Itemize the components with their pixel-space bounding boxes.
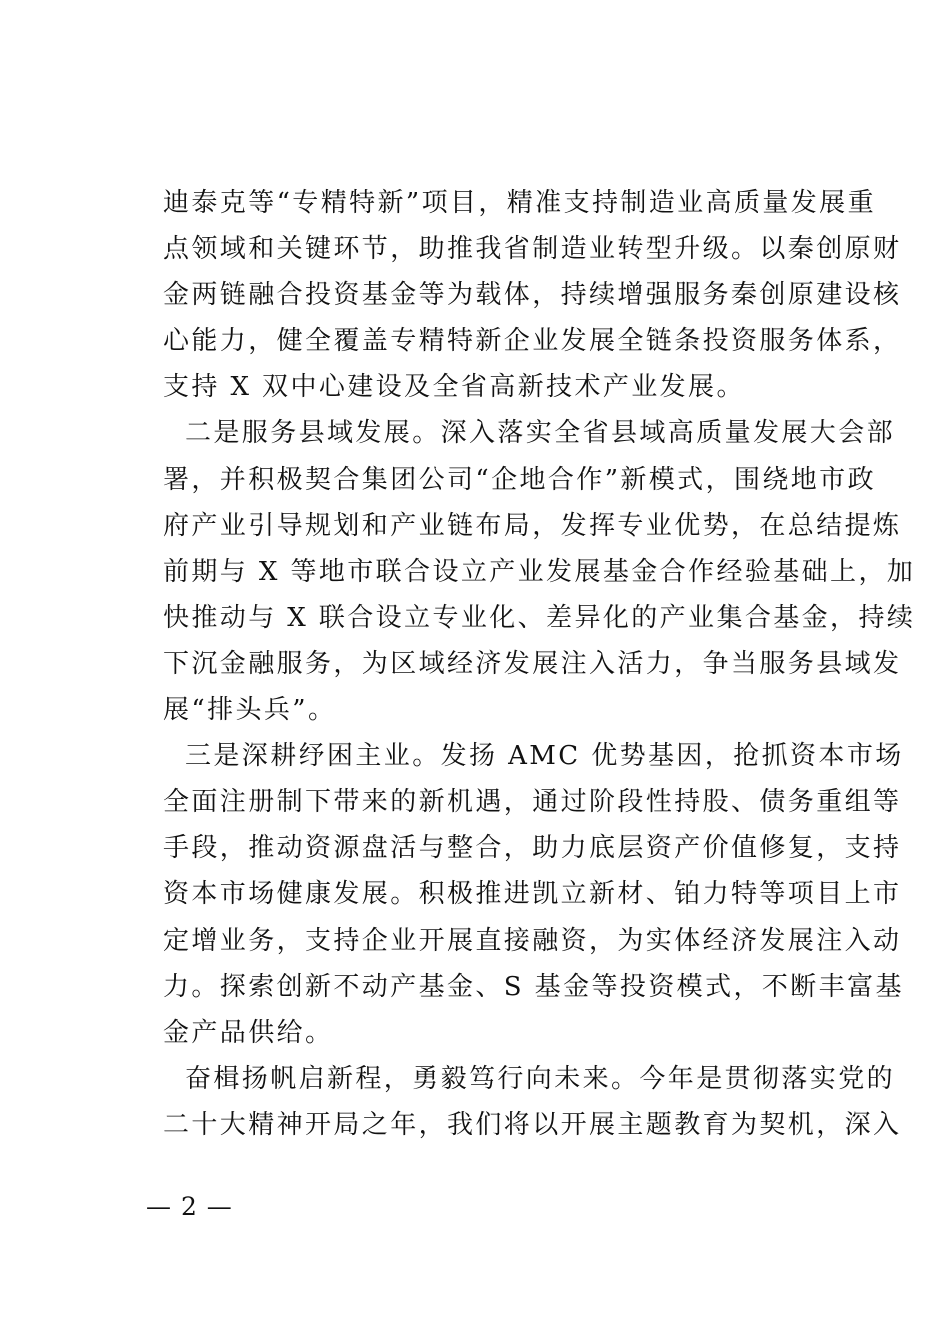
paragraph-first-line: 三是深耕纾困主业。发扬 AMC 优势基因，抢抓资本市场 xyxy=(185,741,904,772)
text-line: 力。探索创新不动产基金、S 基金等投资模式，不断丰富基 xyxy=(163,971,904,1002)
text-line: 前期与 X 等地市联合设立产业发展基金合作经验基础上，加 xyxy=(163,556,916,587)
text-line: 迪泰克等“专精特新”项目，精准支持制造业高质量发展重 xyxy=(163,188,876,218)
text-line: 二十大精神开局之年，我们将以开展主题教育为契机，深入 xyxy=(163,1109,902,1140)
body-text xyxy=(163,180,916,1148)
text-line: 点领域和关键环节，助推我省制造业转型升级。以秦创原财 xyxy=(163,234,902,265)
text-line: 展“排头兵”。 xyxy=(163,695,337,726)
text-line: 署，并积极契合集团公司“企地合作”新模式，围绕地市政 xyxy=(163,464,876,495)
text-line: 金产品供给。 xyxy=(163,1017,334,1048)
paragraph-first-line: 二是服务县域发展。深入落实全省县域高质量发展大会部 xyxy=(185,418,896,449)
text-line: 金两链融合投资基金等为载体，持续增强服务秦创原建设核 xyxy=(163,280,902,311)
paragraph-first-line: 奋楫扬帆启新程，勇毅笃行向未来。今年是贯彻落实党的 xyxy=(185,1063,896,1094)
page-number: — 2 — xyxy=(146,1192,233,1221)
text-line: 手段，推动资源盘活与整合，助力底层资产价值修复，支持 xyxy=(163,833,902,864)
text-line: 快推动与 X 联合设立专业化、差异化的产业集合基金，持续 xyxy=(163,602,916,633)
text-line: 心能力，健全覆盖专精特新企业发展全链条投资服务体系， xyxy=(163,326,902,357)
text-line: 府产业引导规划和产业链布局，发挥专业优势，在总结提炼 xyxy=(163,510,902,541)
text-line: 全面注册制下带来的新机遇，通过阶段性持股、债务重组等 xyxy=(163,787,902,818)
text-line: 资本市场健康发展。积极推进凯立新材、铂力特等项目上市 xyxy=(163,879,902,910)
text-line: 下沉金融服务，为区域经济发展注入活力，争当服务县域发 xyxy=(163,648,902,679)
text-line: 支持 X 双中心建设及全省高新技术产业发展。 xyxy=(163,372,745,403)
text-line: 定增业务，支持企业开展直接融资，为实体经济发展注入动 xyxy=(163,925,902,956)
